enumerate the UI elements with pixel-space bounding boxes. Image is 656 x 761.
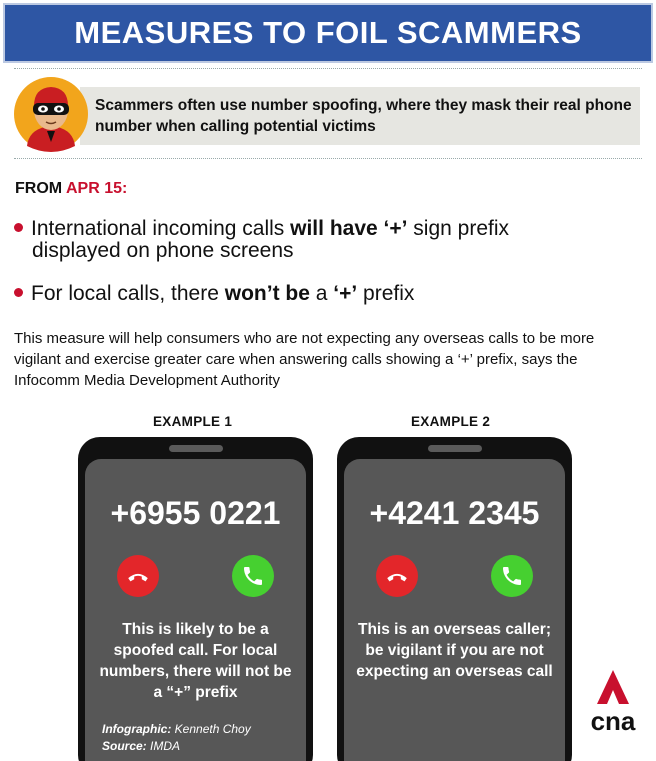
page-title: MEASURES TO FOIL SCAMMERS <box>74 15 582 50</box>
from-label: FROM <box>15 180 63 197</box>
phone-example-2 <box>337 437 572 761</box>
bullet-item: International incoming calls will have ‘+’ sign prefix displayed on phone screens <box>14 218 634 262</box>
decline-call-icon <box>117 555 159 597</box>
masked-burglar-icon <box>13 76 89 152</box>
from-date: APR 15: <box>65 180 128 197</box>
phone-example-1 <box>78 437 313 761</box>
divider <box>14 68 642 69</box>
cna-logo-text: cna <box>590 706 636 734</box>
divider <box>14 158 642 159</box>
example-message: This is likely to be a spoofed call. For local numbers, there will not be a “+” prefix <box>99 621 292 701</box>
phone-notch <box>169 445 223 452</box>
decline-call-icon <box>376 555 418 597</box>
accept-call-icon <box>232 555 274 597</box>
bullet-item: For local calls, there won’t be a ‘+’ prefix <box>14 283 414 305</box>
caller-number: +6955 0221 <box>110 495 281 531</box>
example-2-label: EXAMPLE 2 <box>411 414 491 429</box>
example-1-label: EXAMPLE 1 <box>153 414 233 429</box>
accept-call-icon <box>491 555 533 597</box>
bullet-dot <box>14 223 23 232</box>
bullet-dot <box>14 288 23 297</box>
intro-text: Scammers often use number spoofing, where they mask their real phone number when calling potential victims <box>95 97 632 135</box>
cna-logo <box>585 668 641 734</box>
explanation-paragraph: This measure will help consumers who are not expecting any overseas calls to be more vigilant and exercise greater care when answering calls showing a ‘+’ prefix, says the Infocomm Media Development Authority <box>14 330 595 389</box>
phone-screen <box>85 459 306 761</box>
title-banner <box>3 3 653 63</box>
effective-date <box>15 180 127 198</box>
credits: Infographic: Kenneth Choy Source: IMDA <box>102 722 251 753</box>
phone-screen <box>344 459 565 761</box>
example-message: This is an overseas caller; be vigilant if you are not expecting an overseas call <box>356 621 553 680</box>
caller-number: +4241 2345 <box>369 495 540 531</box>
phone-notch <box>428 445 482 452</box>
